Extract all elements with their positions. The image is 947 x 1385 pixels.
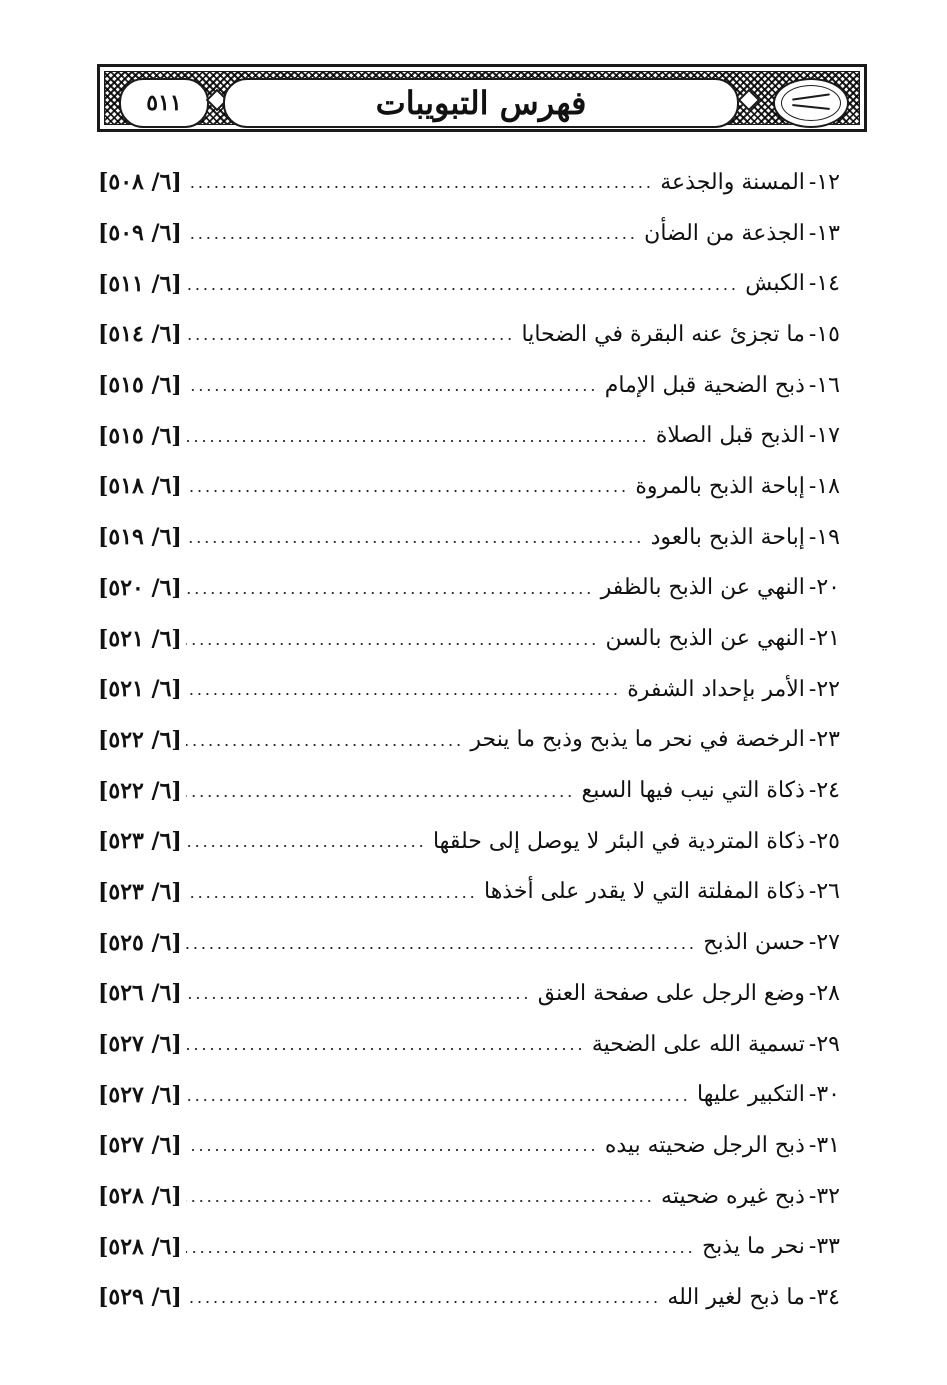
- index-entry: [98, 613, 840, 664]
- dot-leader: [186, 1301, 660, 1303]
- entry-number: ٢١-: [808, 626, 840, 652]
- dot-leader: [186, 947, 695, 949]
- entry-reference: [٦/ ٥٢٢]: [98, 726, 182, 753]
- dot-leader: [186, 1149, 597, 1151]
- entry-reference: [٦/ ٥٢٠]: [98, 574, 182, 601]
- entry-reference: [٦/ ٥٢١]: [98, 625, 182, 652]
- entry-reference: [٦/ ٥٢٨]: [98, 1233, 182, 1260]
- entry-number: ٢٥-: [808, 828, 840, 854]
- index-entry: [98, 816, 840, 867]
- index-list: [98, 157, 840, 1323]
- entry-title: الأمر بإحداد الشفرة: [627, 676, 805, 702]
- index-entry: [98, 867, 840, 918]
- dot-leader: [186, 896, 476, 898]
- entry-title: إباحة الذبح بالعود: [650, 524, 805, 550]
- entry-title: ما ذبح لغير الله: [667, 1284, 805, 1310]
- dot-leader: [186, 845, 425, 847]
- index-entry: [98, 512, 840, 563]
- entry-reference: [٦/ ٥١١]: [98, 270, 182, 297]
- entry-number: ٣٠-: [808, 1082, 840, 1108]
- entry-reference: [٦/ ٥٢٣]: [98, 878, 182, 905]
- entry-reference: [٦/ ٥٢٧]: [98, 1031, 182, 1058]
- entry-title: نحر ما يذبح: [701, 1234, 805, 1260]
- dot-leader: [186, 490, 628, 492]
- entry-reference: [٦/ ٥٠٨]: [98, 169, 182, 196]
- entry-title: تسمية الله على الضحية: [591, 1031, 805, 1057]
- entry-number: ٢٩-: [808, 1031, 840, 1057]
- dot-leader: [186, 744, 463, 746]
- index-entry: [98, 1171, 840, 1222]
- index-entry: [98, 563, 840, 614]
- entry-title: المسنة والجذعة: [660, 169, 805, 195]
- index-entry: [98, 410, 840, 461]
- ornament-diamond-icon: [738, 89, 761, 112]
- entry-number: ٢٧-: [808, 930, 840, 956]
- entry-title: النهي عن الذبح بالظفر: [600, 575, 805, 601]
- entry-title: وضع الرجل على صفحة العنق: [537, 980, 805, 1006]
- entry-number: ١٤-: [808, 271, 840, 297]
- entry-title: حسن الذبح: [703, 930, 805, 956]
- dot-leader: [186, 1251, 694, 1253]
- entry-title: ذكاة التي نيب فيها السبع: [581, 778, 805, 804]
- dot-leader: [186, 541, 643, 543]
- dot-leader: [186, 795, 574, 797]
- entry-title: ذكاة المفلتة التي لا يقدر على أخذها: [484, 879, 805, 905]
- index-entry: [98, 461, 840, 512]
- dot-leader: [186, 237, 636, 239]
- entry-reference: [٦/ ٥١٤]: [98, 321, 182, 348]
- ornamental-border: [104, 71, 860, 125]
- entry-number: ٢٠-: [808, 575, 840, 601]
- entry-title: ما تجزئ عنه البقرة في الضحايا: [521, 321, 805, 347]
- index-entry: [98, 917, 840, 968]
- entry-reference: [٦/ ٥٠٩]: [98, 220, 182, 247]
- dot-leader: [186, 1099, 689, 1101]
- seal-inner-ring: [781, 85, 841, 121]
- index-entry: [98, 157, 840, 208]
- entry-title: الكبش: [745, 271, 805, 297]
- entry-number: ١٥-: [808, 321, 840, 347]
- entry-number: ١٧-: [808, 423, 840, 449]
- entry-reference: [٦/ ٥١٥]: [98, 422, 182, 449]
- entry-title: الذبح قبل الصلاة: [655, 423, 805, 449]
- index-entry: [98, 765, 840, 816]
- entry-title: ذبح الرجل ضحيته بيده: [604, 1132, 805, 1158]
- entry-reference: [٦/ ٥٢٩]: [98, 1284, 182, 1311]
- page-number: ٥١١: [146, 90, 182, 116]
- entry-number: ١٩-: [808, 524, 840, 550]
- index-entry: [98, 309, 840, 360]
- entry-title: ذكاة المتردية في البئر لا يوصل إلى حلقها: [432, 828, 805, 854]
- entry-number: ٢٦-: [808, 879, 840, 905]
- index-entry: [98, 208, 840, 259]
- index-entry: [98, 1019, 840, 1070]
- index-entry: [98, 1120, 840, 1171]
- dot-leader: [186, 288, 737, 290]
- entry-title: إباحة الذبح بالمروة: [635, 473, 805, 499]
- dot-leader: [186, 592, 593, 594]
- entry-number: ٣٤-: [808, 1284, 840, 1310]
- entry-reference: [٦/ ٥٢٨]: [98, 1183, 182, 1210]
- dot-leader: [186, 1048, 584, 1050]
- index-entry: [98, 1221, 840, 1272]
- index-entry: [98, 664, 840, 715]
- index-entry: [98, 258, 840, 309]
- page-title: فهرس التبويبات: [375, 84, 587, 122]
- entry-number: ٢٨-: [808, 980, 840, 1006]
- entry-title: النهي عن الذبح بالسن: [605, 626, 805, 652]
- entry-number: ٣٢-: [808, 1183, 840, 1209]
- entry-number: ١٦-: [808, 372, 840, 398]
- entry-title: ذبح غيره ضحيته: [661, 1183, 805, 1209]
- entry-number: ٢٣-: [808, 727, 840, 753]
- entry-reference: [٦/ ٥٢٣]: [98, 828, 182, 855]
- entry-number: ١٣-: [808, 220, 840, 246]
- entry-reference: [٦/ ٥٢٥]: [98, 929, 182, 956]
- dot-leader: [186, 440, 648, 442]
- page-header: [97, 64, 867, 132]
- entry-reference: [٦/ ٥٢٧]: [98, 1132, 182, 1159]
- entry-title: التكبير عليها: [697, 1082, 805, 1108]
- dot-leader: [186, 338, 514, 340]
- dot-leader: [186, 693, 619, 695]
- entry-reference: [٦/ ٥١٨]: [98, 473, 182, 500]
- index-entry: [98, 360, 840, 411]
- dot-leader: [186, 997, 530, 999]
- dot-leader: [186, 389, 597, 391]
- index-entry: [98, 1069, 840, 1120]
- entry-number: ٢٢-: [808, 676, 840, 702]
- entry-title: الجذعة من الضأن: [644, 220, 805, 246]
- index-entry: [98, 1272, 840, 1323]
- entry-reference: [٦/ ٥٢١]: [98, 676, 182, 703]
- entry-reference: [٦/ ٥١٥]: [98, 372, 182, 399]
- entry-reference: [٦/ ٥٢٢]: [98, 777, 182, 804]
- entry-number: ١٨-: [808, 473, 840, 499]
- entry-number: ٢٤-: [808, 778, 840, 804]
- entry-title: الرخصة في نحر ما يذبح وذبح ما ينحر: [470, 727, 805, 753]
- index-entry: [98, 715, 840, 766]
- title-cartouche: [223, 78, 739, 128]
- dot-leader: [186, 643, 598, 645]
- entry-number: ١٢-: [808, 169, 840, 195]
- entry-reference: [٦/ ٥٢٧]: [98, 1081, 182, 1108]
- entry-reference: [٦/ ٥٢٦]: [98, 980, 182, 1007]
- entry-number: ٣٣-: [808, 1234, 840, 1260]
- dot-leader: [186, 1200, 653, 1202]
- page-number-cartouche: [119, 78, 209, 128]
- entry-reference: [٦/ ٥١٩]: [98, 524, 182, 551]
- entry-title: ذبح الضحية قبل الإمام: [604, 372, 805, 398]
- entry-number: ٣١-: [808, 1132, 840, 1158]
- calligraphy-seal-icon: [773, 78, 849, 128]
- index-entry: [98, 968, 840, 1019]
- dot-leader: [186, 186, 652, 188]
